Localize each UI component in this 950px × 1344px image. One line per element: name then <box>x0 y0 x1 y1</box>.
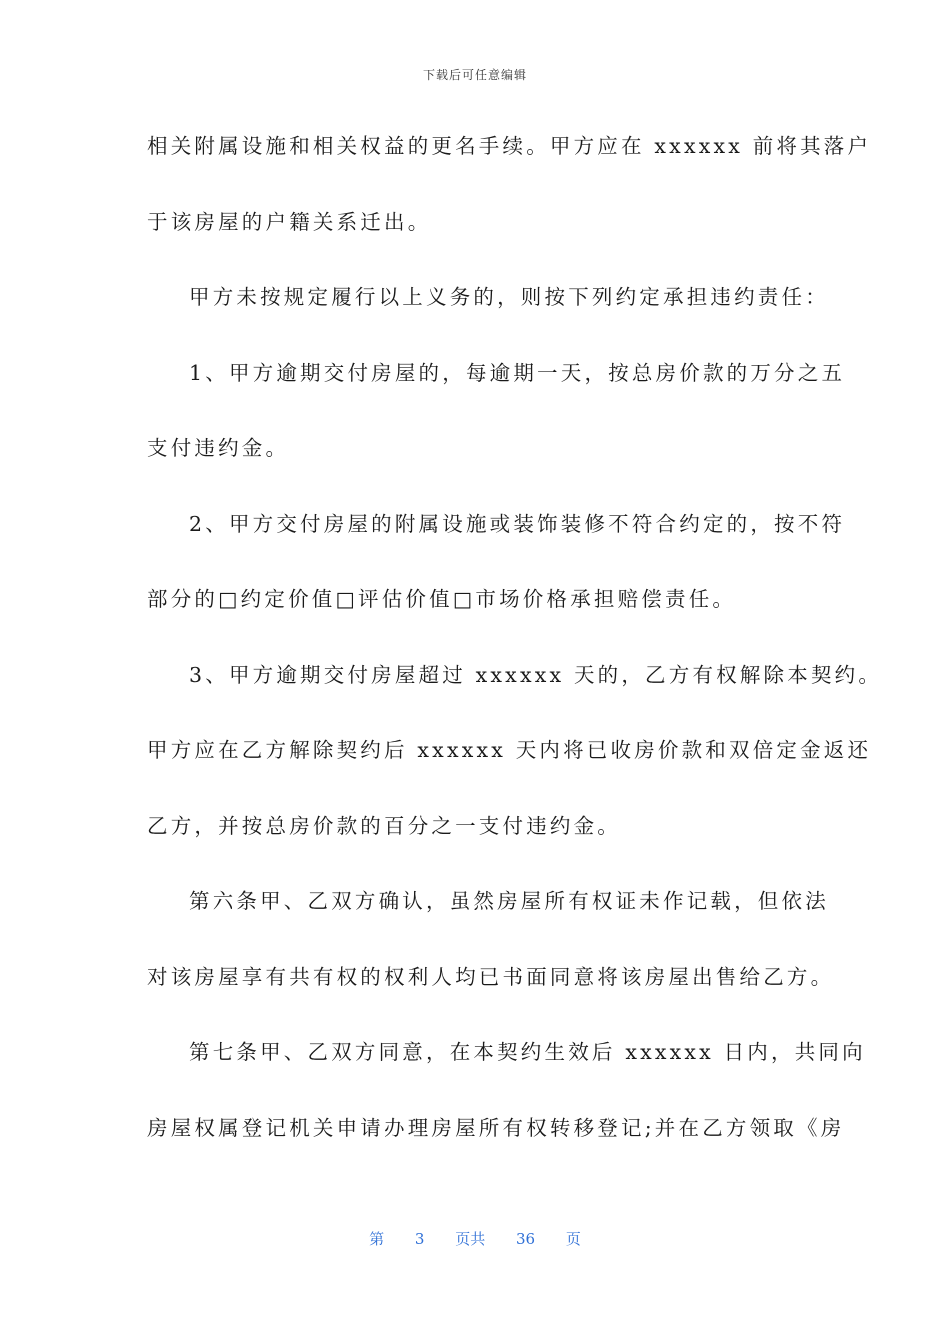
footer-prefix: 第 <box>369 1230 385 1248</box>
footer-suffix: 页 <box>565 1230 581 1248</box>
text-line: 于该房屋的户籍关系迁出。 <box>147 209 432 234</box>
document-body <box>147 118 883 1175</box>
paragraph-start-line: 第六条甲、乙双方确认，虽然房屋所有权证未作记载，但依法 <box>189 889 829 913</box>
paragraph-start-line: 2、甲方交付房屋的附属设施或装饰装修不符合约定的，按不符 <box>189 511 846 536</box>
text-line: 甲方应在乙方解除契约后 xxxxxx 天内将已收房价款和双倍定金返还 <box>147 738 872 762</box>
paragraph-start-line: 第七条甲、乙双方同意，在本契约生效后 xxxxxx 日内，共同向 <box>189 1040 866 1064</box>
total-pages-number: 36 <box>516 1230 536 1248</box>
page-footer <box>0 1228 950 1249</box>
text-line: 相关附属设施和相关权益的更名手续。甲方应在 xxxxxx 前将其落户 <box>147 134 872 158</box>
paragraph-start-line: 甲方未按规定履行以上义务的，则按下列约定承担违约责任： <box>189 285 829 309</box>
page-header-note: 下载后可任意编辑 <box>422 68 527 82</box>
text-line: 支付违约金。 <box>147 436 290 460</box>
text-line: 部分的□约定价值□评估价值□市场价格承担赔偿责任。 <box>147 587 737 611</box>
footer-middle: 页共 <box>455 1230 486 1248</box>
paragraph-start-line: 3、甲方逾期交付房屋超过 xxxxxx 天的，乙方有权解除本契约。 <box>189 662 883 687</box>
paragraph-start-line: 1、甲方逾期交付房屋的，每逾期一天，按总房价款的万分之五 <box>189 360 846 385</box>
text-line: 对该房屋享有共有权的权利人均已书面同意将该房屋出售给乙方。 <box>147 964 835 989</box>
text-line: 房屋权属登记机关申请办理房屋所有权转移登记;并在乙方领取《房 <box>147 1115 845 1140</box>
current-page-number: 3 <box>414 1230 425 1248</box>
text-line: 乙方，并按总房价款的百分之一支付违约金。 <box>147 813 621 838</box>
